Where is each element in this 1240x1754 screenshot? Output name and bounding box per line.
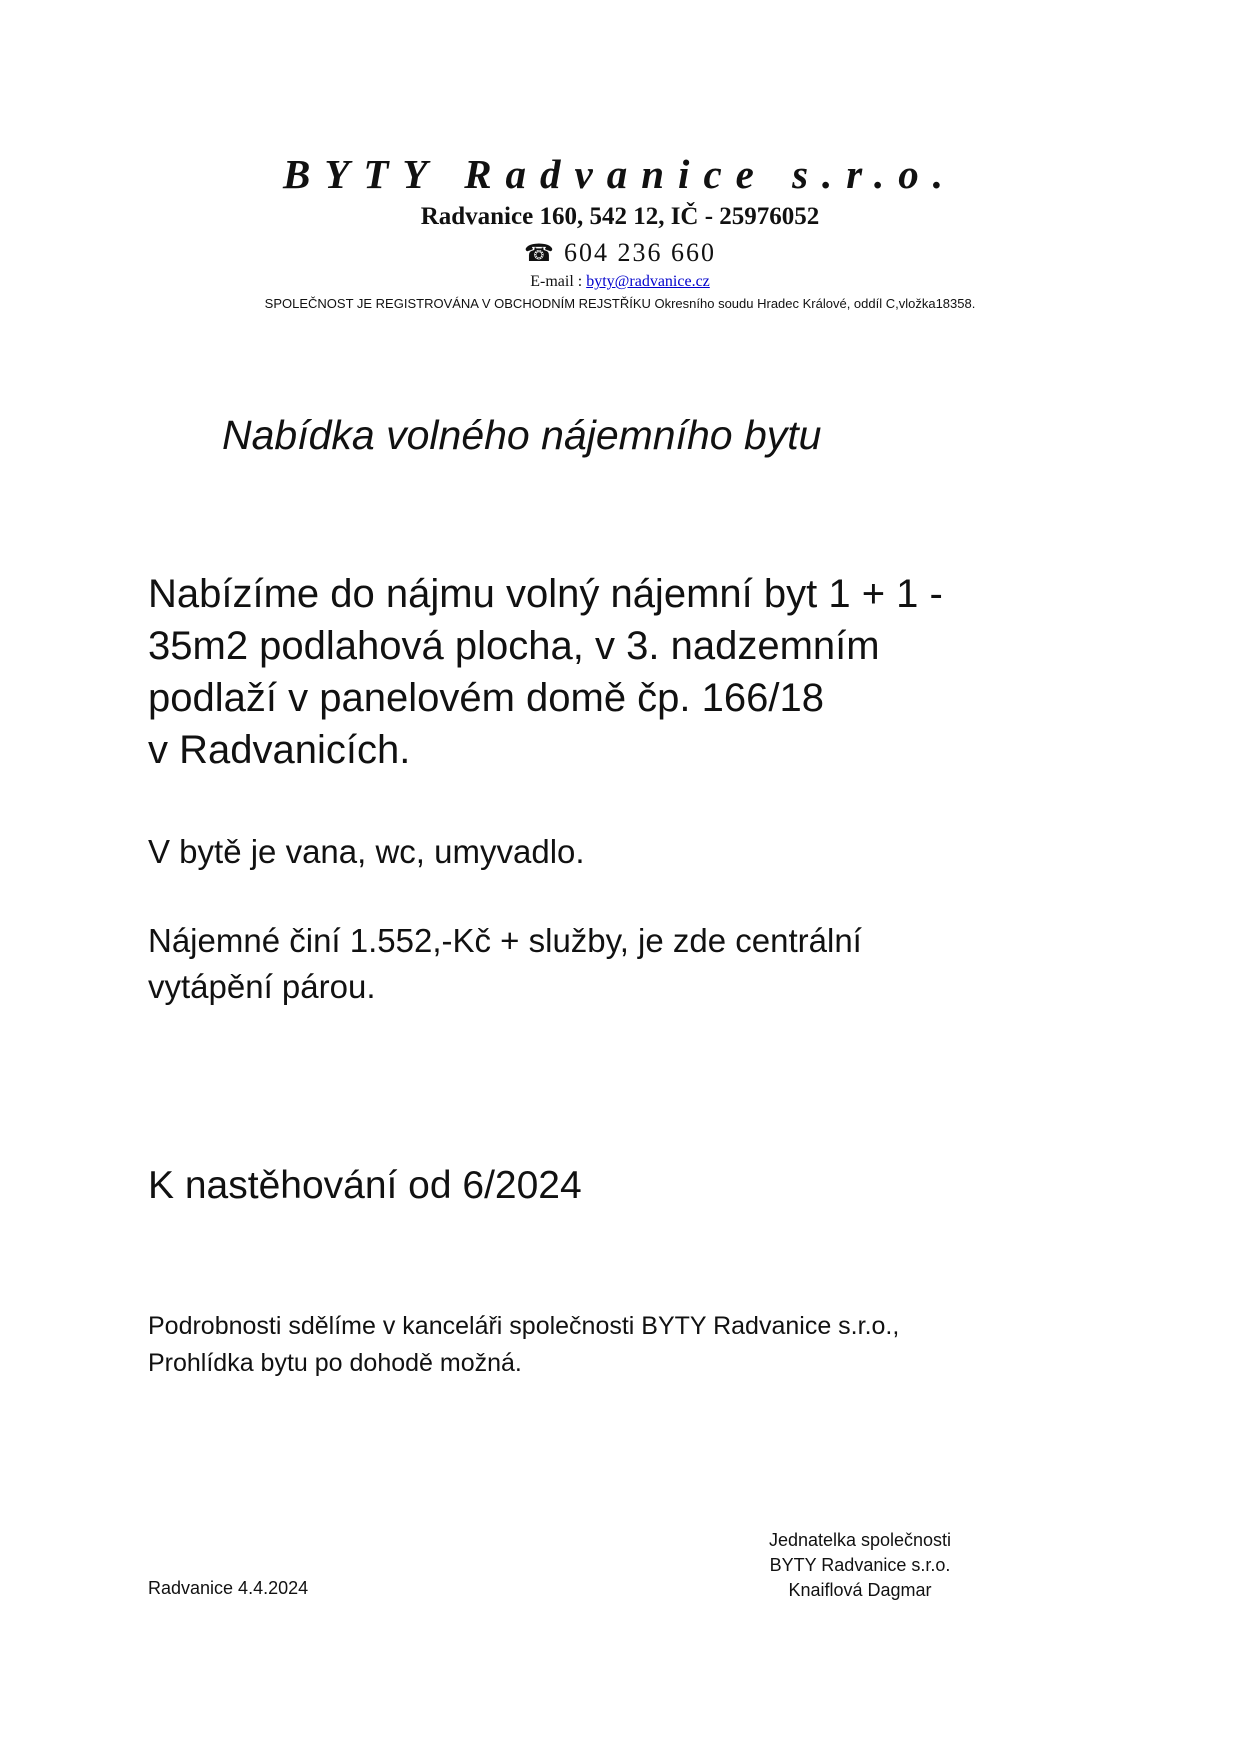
offer-description: [148, 568, 1108, 776]
company-phone: [160, 238, 1080, 268]
offer-rent: [148, 918, 1108, 1010]
company-email: [160, 273, 1080, 291]
description-line: podlaží v panelovém domě čp. 166/18: [148, 676, 824, 720]
description-line: v Radvanicích.: [148, 728, 411, 772]
signature-line: Jednatelka společnosti: [768, 1530, 952, 1550]
company-name: BYTY Radvanice s.r.o.: [283, 151, 957, 197]
signature-block: [746, 1528, 974, 1603]
offer-title: Nabídka volného nájemního bytu: [222, 412, 822, 458]
signature-line: BYTY Radvanice s.r.o.: [769, 1555, 951, 1575]
phone-number: 604 236 660: [563, 238, 716, 267]
details-line: Prohlídka bytu po dohodě možná.: [148, 1349, 522, 1377]
registration-note: SPOLEČNOST JE REGISTROVÁNA V OBCHODNÍM REJSTŘÍKU Okresního soudu Hradec Králové, oddíl C,vložka18358.: [264, 296, 976, 311]
signature-line: Knaiflová Dagmar: [788, 1580, 932, 1600]
offer-equipment: V bytě je vana, wc, umyvadlo.: [148, 833, 585, 870]
move-in-date: K nastěhování od 6/2024: [148, 1164, 582, 1207]
company-address: Radvanice 160, 542 12, IČ - 25976052: [420, 203, 820, 230]
email-label: E-mail :: [530, 273, 583, 290]
rent-line: vytápění párou.: [148, 968, 376, 1005]
place-date: Radvanice 4.4.2024: [148, 1578, 309, 1598]
telephone-icon: ☎: [524, 241, 556, 267]
rent-line: Nájemné činí 1.552,-Kč + služby, je zde centrální: [148, 922, 862, 959]
description-line: Nabízíme do nájmu volný nájemní byt 1 + 1 -: [148, 572, 943, 616]
email-link[interactable]: byty@radvanice.cz: [586, 273, 710, 290]
details-line: Podrobnosti sdělíme v kanceláři společnosti BYTY Radvanice s.r.o.,: [148, 1312, 900, 1340]
offer-details: [148, 1308, 1108, 1382]
description-line: 35m2 podlahová plocha, v 3. nadzemním: [148, 624, 880, 668]
